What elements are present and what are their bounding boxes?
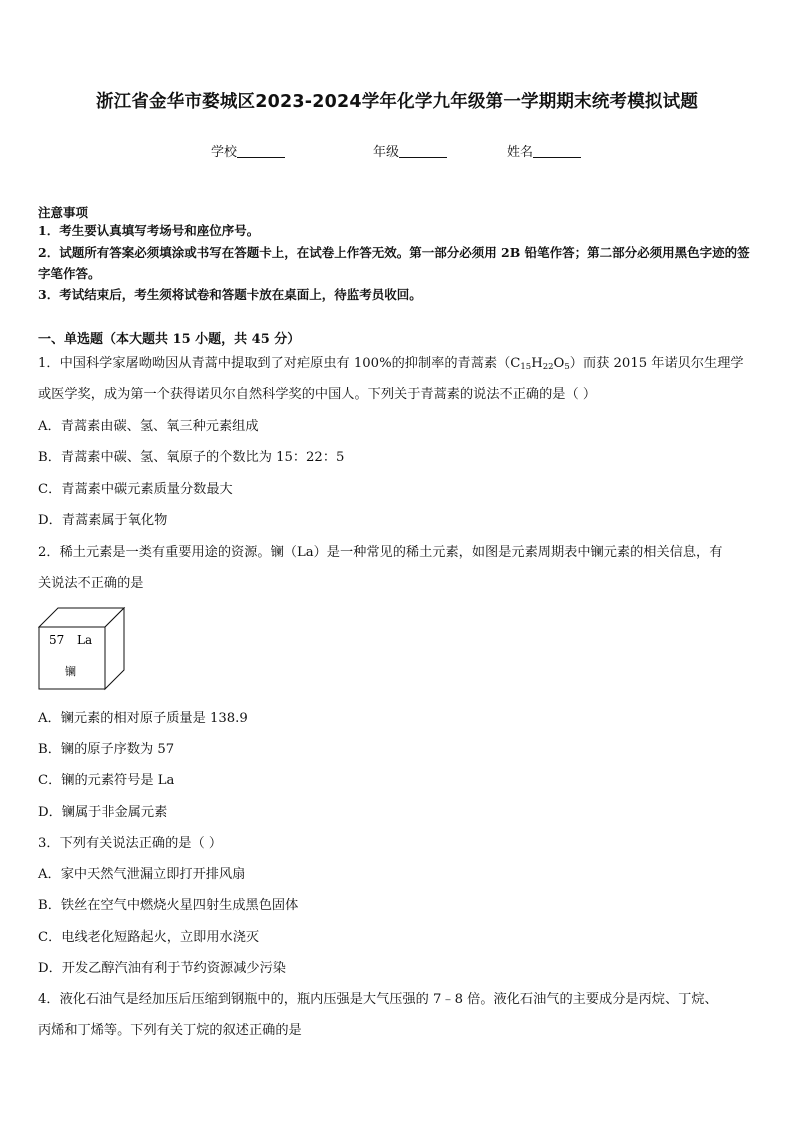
exam-title: 浙江省金华市婺城区2023-2024学年化学九年级第一学期期末统考模拟试题 [95, 92, 699, 112]
name-label: 姓名 [507, 145, 534, 160]
option: D．开发乙醇汽油有利于节约资源减少污染 [38, 961, 286, 976]
element-card-figure [38, 607, 128, 695]
name-blank [533, 157, 581, 158]
option: D．镧属于非金属元素 [38, 805, 168, 820]
question-2-stem: 2．稀土元素是一类有重要用途的资源。镧（La）是一种常见的稀土元素，如图是元素周期表中镧元素的相关信息，有 [38, 545, 723, 560]
question-4-stem: 4．液化石油气是经加压后压缩到钢瓶中的，瓶内压强是大气压强的 7﹣8 倍。液化石油气的主要成分是丙烷、丁烷、 [38, 992, 718, 1007]
question-4-stem-cont: 丙烯和丁烯等。下列有关丁烷的叙述正确的是 [38, 1023, 302, 1038]
school-field [211, 141, 285, 160]
question-2-stem-cont: 关说法不正确的是 [38, 576, 144, 591]
option: C．镧的元素符号是 La [38, 773, 175, 788]
note-item: 2．试题所有答案必须填涂或书写在答题卡上，在试卷上作答无效。第一部分必须用 2B 铅笔作答；第二部分必须用黑色字迹的签字笔作答。 [38, 245, 750, 281]
option: A．青蒿素由碳、氢、氧三种元素组成 [38, 419, 259, 434]
grade-label: 年级 [373, 145, 400, 160]
element-name: 镧 [65, 665, 76, 678]
atomic-number: 57 [49, 633, 65, 647]
option: A．家中天然气泄漏立即打开排风扇 [38, 867, 246, 882]
option: C．青蒿素中碳元素质量分数最大 [38, 482, 233, 497]
option: C．电线老化短路起火，立即用水浇灭 [38, 930, 260, 945]
notes-heading: 注意事项 [38, 205, 89, 220]
section-heading: 一、单选题（本大题共 15 小题，共 45 分） [38, 332, 301, 347]
name-field [507, 141, 581, 160]
option: B．镧的原子序数为 57 [38, 742, 175, 757]
grade-blank [399, 157, 447, 158]
note-item: 1．考生要认真填写考场号和座位序号。 [38, 223, 260, 238]
element-symbol: La [77, 633, 93, 647]
grade-field [373, 141, 447, 160]
option: B．青蒿素中碳、氢、氧原子的个数比为 15：22：5 [38, 450, 345, 465]
question-1-stem-cont: 或医学奖，成为第一个获得诺贝尔自然科学奖的中国人。下列关于青蒿素的说法不正确的是（ ） [38, 387, 597, 402]
school-label: 学校 [211, 145, 238, 160]
option: A．镧元素的相对原子质量是 138.9 [38, 711, 248, 726]
question-1-stem: 1．中国科学家屠呦呦因从青蒿中提取到了对疟原虫有 100%的抑制率的青蒿素$(C_{15}H_{22}O_5)$而获 2015 年诺贝尔生理学 [38, 356, 744, 372]
element-card-box [38, 607, 128, 691]
school-blank [237, 157, 285, 158]
chemical-formula: $C_{15}H_{22}O_5$ [510, 356, 570, 372]
question-3-stem: 3．下列有关说法正确的是（ ） [38, 836, 223, 851]
option: B．铁丝在空气中燃烧火星四射生成黑色固体 [38, 898, 299, 913]
note-item: 3．考试结束后，考生须将试卷和答题卡放在桌面上，待监考员收回。 [38, 287, 422, 302]
option: D．青蒿素属于氧化物 [38, 513, 168, 528]
